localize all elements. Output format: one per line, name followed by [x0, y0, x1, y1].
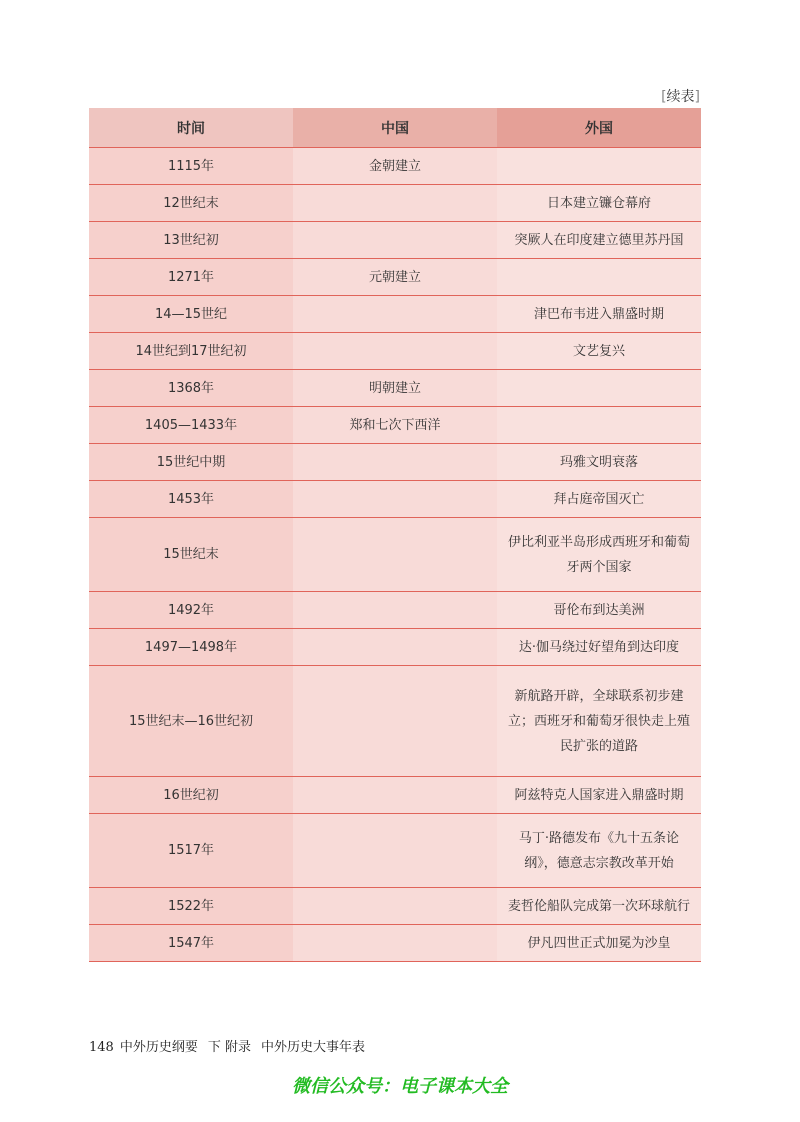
world-cell: 文艺复兴	[497, 333, 701, 370]
volume-label: 下	[207, 1040, 221, 1055]
time-cell: 15世纪中期	[89, 444, 293, 481]
world-cell	[497, 370, 701, 407]
time-cell: 16世纪初	[89, 777, 293, 814]
table-row	[89, 777, 701, 814]
china-cell	[293, 666, 497, 777]
header-time: 时间	[89, 108, 293, 148]
wechat-banner: 微信公众号：电子课本大全	[292, 1076, 508, 1097]
china-cell	[293, 444, 497, 481]
table-row	[89, 629, 701, 666]
table-row	[89, 814, 701, 888]
section-label: 附录	[225, 1040, 252, 1055]
world-cell: 新航路开辟，全球联系初步建立；西班牙和葡萄牙很快走上殖民扩张的道路	[497, 666, 701, 777]
china-cell	[293, 888, 497, 925]
time-cell: 1271年	[89, 259, 293, 296]
table-row	[89, 148, 701, 185]
world-cell: 达·伽马绕过好望角到达印度	[497, 629, 701, 666]
world-cell: 玛雅文明衰落	[497, 444, 701, 481]
china-cell	[293, 222, 497, 259]
world-cell: 拜占庭帝国灭亡	[497, 481, 701, 518]
page-footer	[89, 1036, 365, 1055]
china-cell	[293, 629, 497, 666]
table-row	[89, 925, 701, 962]
world-cell	[497, 259, 701, 296]
time-cell: 14—15世纪	[89, 296, 293, 333]
table-row	[89, 185, 701, 222]
china-cell: 金朝建立	[293, 148, 497, 185]
china-cell	[293, 296, 497, 333]
chronology-table	[89, 108, 701, 962]
time-cell: 1368年	[89, 370, 293, 407]
world-cell: 伊比利亚半岛形成西班牙和葡萄牙两个国家	[497, 518, 701, 592]
china-cell	[293, 185, 497, 222]
continued-label: [续表]	[661, 89, 700, 105]
book-title: 中外历史纲要	[119, 1040, 198, 1055]
page-number: 148	[89, 1040, 114, 1055]
time-cell: 15世纪末—16世纪初	[89, 666, 293, 777]
chapter-label: 中外历史大事年表	[261, 1040, 366, 1055]
china-cell: 元朝建立	[293, 259, 497, 296]
time-cell: 1517年	[89, 814, 293, 888]
world-cell: 突厥人在印度建立德里苏丹国	[497, 222, 701, 259]
table-row	[89, 518, 701, 592]
table-row	[89, 444, 701, 481]
china-cell	[293, 592, 497, 629]
china-cell	[293, 333, 497, 370]
table-row	[89, 592, 701, 629]
time-cell: 1453年	[89, 481, 293, 518]
china-cell: 明朝建立	[293, 370, 497, 407]
time-cell: 15世纪末	[89, 518, 293, 592]
world-cell	[497, 148, 701, 185]
table-row	[89, 370, 701, 407]
time-cell: 13世纪初	[89, 222, 293, 259]
table-row	[89, 259, 701, 296]
time-cell: 1497—1498年	[89, 629, 293, 666]
time-cell: 14世纪到17世纪初	[89, 333, 293, 370]
china-cell	[293, 814, 497, 888]
world-cell: 阿兹特克人国家进入鼎盛时期	[497, 777, 701, 814]
time-cell: 1492年	[89, 592, 293, 629]
china-cell	[293, 925, 497, 962]
table-row	[89, 407, 701, 444]
world-cell: 马丁·路德发布《九十五条论纲》，德意志宗教改革开始	[497, 814, 701, 888]
table-row	[89, 333, 701, 370]
table-row	[89, 888, 701, 925]
china-cell	[293, 518, 497, 592]
header-china: 中国	[293, 108, 497, 148]
table-row	[89, 666, 701, 777]
table-header-row	[89, 108, 701, 148]
world-cell: 津巴布韦进入鼎盛时期	[497, 296, 701, 333]
table-row	[89, 222, 701, 259]
china-cell	[293, 777, 497, 814]
table-row	[89, 296, 701, 333]
china-cell	[293, 481, 497, 518]
world-cell	[497, 407, 701, 444]
world-cell: 哥伦布到达美洲	[497, 592, 701, 629]
china-cell: 郑和七次下西洋	[293, 407, 497, 444]
world-cell: 伊凡四世正式加冕为沙皇	[497, 925, 701, 962]
time-cell: 1115年	[89, 148, 293, 185]
time-cell: 1405—1433年	[89, 407, 293, 444]
time-cell: 1547年	[89, 925, 293, 962]
time-cell: 1522年	[89, 888, 293, 925]
world-cell: 日本建立镰仓幕府	[497, 185, 701, 222]
header-world: 外国	[497, 108, 701, 148]
table-row	[89, 481, 701, 518]
time-cell: 12世纪末	[89, 185, 293, 222]
world-cell: 麦哲伦船队完成第一次环球航行	[497, 888, 701, 925]
